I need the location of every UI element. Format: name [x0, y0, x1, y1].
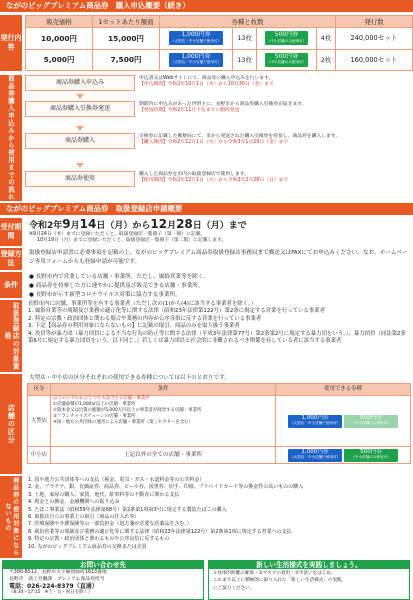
period-part: 日（月）から [96, 221, 151, 231]
page-header: ながのビッグプレミアム商品券 購入申込概要（続き） [0, 0, 413, 12]
voucher-1000-badge [288, 415, 342, 428]
excluded-item: 10. ながのビッグプレミアム商品券の交換または売買 [28, 543, 147, 550]
voucher-label: 1,000円券 [301, 414, 329, 421]
condition-item: ● 長野市が示す新型コロナウイルス対策に協力する事業所。 [29, 292, 181, 298]
sets-cell: 160,000セット [336, 49, 413, 70]
col-kubun: 区分 [28, 384, 51, 396]
eligibility-item: 3. 下記【商品券の利用対象にならないもの】に記載の取引、商品のみを取り扱う事業者 [28, 323, 240, 330]
voucher-label: 500円券 [274, 52, 299, 60]
count-cell: 13枚 [233, 28, 257, 49]
flow-section [0, 75, 413, 201]
flow-step [25, 171, 413, 197]
issue-table [25, 15, 413, 71]
conditions-list [25, 272, 405, 298]
voucher-label: 500円券 [360, 448, 382, 455]
flow-step [25, 101, 413, 133]
down-arrow-icon [76, 126, 84, 131]
col-price: 販売価格 [26, 16, 93, 28]
small-store-name: 中小店 [28, 447, 51, 464]
period-note: ※9月24日（木）までに登録いただくと、取扱登録店一覧冊子（第一版）に記載。 [29, 232, 206, 237]
excluded-item: 9. 特定の宗教・政治団体と関わるものや公序良俗に反するもの [28, 536, 170, 543]
excluded-item: 8. 風俗営業等の規制及び業務の適正化等に関する法律（昭和23年法律第122号）第2条第1項に規定する営業への支払 [28, 528, 292, 535]
issue-row-1 [26, 28, 413, 49]
category-row-small [28, 447, 411, 464]
large-item: 以下のいずれかひとつでも該当する店舗・事業所 [53, 396, 150, 401]
period-part: 月 [70, 221, 80, 231]
category-table [27, 383, 411, 464]
flow-note: 期間内に申込みがあった世帯主に、長野市から商品券購入引換券が届きます。 [139, 102, 307, 107]
eligibility-item: 1. 風俗営業等の規制及び業務の適正化等に関する法律（昭和23年法律第122号）第2条に規定する営業を行っている事業者 [28, 308, 325, 315]
price-cell: 10,000円 [26, 28, 93, 49]
large-item: ③フランチャイズチェーンの店舗・事業所 [53, 414, 136, 419]
voucher-sub: （中小店舗のみ使用可） [351, 455, 391, 459]
period-section [0, 218, 413, 246]
voucher-label: 1,000円券 [181, 52, 211, 60]
excluded-item: 3. 土地、家屋の購入、家賃、地代、駐車料等の不動産に関わる支払 [28, 491, 180, 498]
voucher-500-badge [265, 31, 309, 45]
excluded-label: 商品券の使用対象にならないもの [0, 476, 22, 558]
issue-label: 発行内容 [0, 15, 22, 71]
price-cell: 5,000円 [26, 49, 93, 70]
contact-address: 〒380-8512 長野市大字鶴賀緑町1613番地 [9, 570, 107, 575]
voucher-1000-badge [169, 31, 223, 45]
count-cell: 4枚 [316, 28, 335, 49]
condition-text: 長野市内で営業している店舗・事業所。ただし、風俗営業等を除く。 [35, 274, 209, 280]
excluded-item: 4. 現金との換金、金融機関への振り込み [28, 499, 120, 506]
voucher-500-badge [344, 415, 398, 428]
large-item: ④国・地方公共団体の運営による店舗・事業所（第三セクターを含む） [53, 420, 193, 425]
excluded-section [0, 476, 413, 558]
voucher-label: 500円券 [360, 414, 382, 421]
category-intro: 大型店・中小店の区分それぞれの使用できる券種については以下のとおりです。 [29, 375, 230, 381]
lifestyle-header: 新しい生活様式を実践しましょう。 [209, 561, 409, 569]
excluded-item: 7. 医療保険や介護保険等の一部負担金（処方箋が必要な医薬品を含む。） [28, 521, 192, 528]
small-store-desc: 上記以外の全ての店舗・事業所 [51, 447, 276, 464]
flow-note: 申込書又はWebサイトにて、商品券の購入申込みを行います。 [139, 76, 274, 81]
category-header-row [28, 384, 411, 396]
count-cell: 2枚 [316, 49, 335, 70]
contact-phone: 電話：026-224-8379（直通） [9, 583, 98, 590]
flow-step [25, 75, 413, 101]
registration-header: ながのビッグプレミアム商品券 取扱登録店申請概要 [0, 203, 413, 215]
contact-header: お問い合わせ先 [3, 561, 203, 569]
condition-item: ● 長野市内で営業している店舗・事業所。ただし、風俗営業等を除く。 [29, 274, 209, 280]
large-item: ①店舗面積が1,000㎡以上の店舗・事業所 [53, 402, 136, 407]
period-note: 10月19日（月）までに登録いただくと、取扱登録店一覧冊子（第二版）に記載します。 [37, 238, 227, 244]
condition-text: 商品券を持参した方に速やかに提供及び販売できる店舗・事業所。 [35, 283, 204, 289]
flow-period: 【発送時期】令和2年11月下旬までに順次発送 [139, 108, 240, 114]
issue-header-row [26, 16, 413, 28]
voucher-sub: （中小店舗のみ使用可） [266, 38, 307, 43]
condition-item: ● 商品券を持参した方に速やかに提供及び販売できる店舗・事業所。 [29, 283, 204, 289]
voucher-label: 500円券 [274, 31, 299, 39]
eligibility-intro: 長野市内に店舗、事業所等を有する事業者（ただし次の(1)から(4)に該当する事業者を除く。） [28, 301, 257, 307]
lifestyle-line: ①身体的距離の確保・②マスクの着用・③手洗いをはじめ、 [213, 571, 336, 576]
eligibility-item: 4. 役員等が暴力団（暴力団員による不当な行為の防止等に関する法律（平成3年法律第77号）第2条第2号に規定する暴力団をいう。）、暴力団員（同法第2条第6号に規定する暴力団員をいう。以下同じ。）若しくは暴力団員と社会的に非難されるべき関係を有している者に該当する事業者 [28, 330, 406, 345]
lifestyle-text [209, 569, 409, 593]
issue-row-2 [26, 49, 413, 70]
face-cell: 7,500円 [93, 49, 160, 70]
issue-section [0, 15, 413, 71]
flow-note: 引換券に記載した郵便局にて、市から発送された購入引換券を持参し、商品券を購入します。 [139, 134, 340, 139]
voucher-label: 1,000円券 [301, 448, 329, 455]
voucher-sub: （大型店・中小店舗で使用可） [289, 421, 341, 425]
conditions-section [0, 272, 413, 298]
voucher-sub: （大型店・中小店舗で使用可） [170, 38, 222, 43]
period-part: 日（月）まで [192, 221, 247, 231]
method-text: 取扱登録店申請書に必要事項を記載の上、ながのビッグプレミアム商品券取扱登録店事務局まで郵送又はFAXにてお申込みください。なお、ホームページ専用フォームからも登録申請が可能です。 [29, 250, 408, 265]
category-label: 店舗の区分 [0, 374, 22, 474]
down-arrow-icon [76, 163, 84, 168]
contact-box [2, 560, 204, 600]
category-row-large [28, 396, 411, 447]
face-cell: 15,000円 [93, 28, 160, 49]
voucher-sub: （中小店舗のみ使用可） [266, 60, 307, 65]
period-label: 受付期間 [0, 218, 22, 246]
voucher-500-badge [344, 449, 398, 462]
voucher-500-badge [265, 53, 309, 67]
lifestyle-line: にご協力ください。 [213, 585, 255, 591]
period-part: 令和2年 [29, 221, 63, 231]
period-part: 28 [176, 217, 193, 231]
flow-period: 【申込期間】令和2年10月1日（木）から10月30日（金）まで [139, 82, 274, 88]
period-part: 12 [150, 217, 168, 231]
sets-cell: 240,000セット [336, 28, 413, 49]
flow-label: 商品券購入申込みから使用までの流れ [0, 75, 22, 201]
period-part: 9 [62, 217, 71, 231]
excluded-item: 2. 金、プラチナ、銀、有価証券、商品券、ビール券、図書券、切手、印紙、プリペイドカード等の換金性の高いものの購入 [28, 484, 304, 491]
lifestyle-line: これまで以上に積極的に取り入れた「新しい生活様式」の実践 [213, 578, 342, 584]
excluded-item: 5. たばこ事業法（昭和59年法律第68号）第2条第1項第3号に規定する製造たばこの購入 [28, 506, 227, 513]
eligibility-list [25, 300, 413, 372]
col-kinds: 券種と枚数 [160, 16, 336, 28]
contact-hours: （8:30～17:15 ※土・日・祝日を除く） [9, 590, 93, 595]
voucher-sub: （中小店舗のみ使用可） [351, 421, 391, 425]
voucher-label: 1,000円券 [181, 31, 211, 39]
flow-step-box: 商品券購入申込み [25, 75, 135, 91]
flow-step [25, 133, 413, 171]
voucher-1000-badge [288, 449, 342, 462]
category-section [0, 374, 413, 474]
col-kinds: 使用できる券種 [276, 384, 411, 396]
excluded-item: 1. 国や地方公共団体等への支払（税金、電気・ガス・水道料金等の公共料金） [28, 477, 205, 483]
period-main [25, 218, 413, 232]
excluded-list [25, 476, 413, 558]
flow-period: 【使用期間】令和2年12月1日（火）から令和3年2月28日（日）まで [139, 178, 289, 184]
condition-text: 長野市が示す新型コロナウイルス対策に協力する事業所。 [35, 292, 181, 298]
method-section [0, 248, 413, 270]
period-part: 月 [167, 221, 177, 231]
col-condition: 条件 [51, 384, 276, 396]
flow-step-box: 商品券購入引換券発送 [25, 101, 135, 117]
flow-period: 【購入期間】令和2年12月1日（火）から令和3年1月29日（金）まで [139, 140, 289, 146]
eligibility-label: 取扱登録店の対象資格 [0, 300, 22, 372]
flow-step-box: 商品券使用 [25, 171, 135, 187]
large-store-name: 大型店 [28, 396, 51, 447]
flow-step-box: 商品券購入 [25, 133, 135, 149]
period-part: 14 [79, 217, 97, 231]
down-arrow-icon [76, 94, 84, 99]
voucher-1000-badge [169, 53, 223, 67]
eligibility-section [0, 300, 413, 372]
col-sets: 発行数 [336, 16, 413, 28]
voucher-sub: （大型店・中小店舗で使用可） [170, 60, 222, 65]
flow-steps [25, 75, 413, 201]
conditions-label: 条件 [0, 272, 22, 298]
lifestyle-box [208, 560, 410, 600]
voucher-sub: （大型店・中小店舗で使用可） [289, 455, 341, 459]
flow-note: 購入した商品券を市内の取扱登録店で使用します。 [139, 172, 249, 177]
count-cell: 13枚 [233, 49, 257, 70]
contact-department: 長野市 商工労働課 プレミアム商品券担当 [9, 577, 105, 582]
large-item: ②資本金又は出資の総額が5,000万円以上の事業者が経営する店舗・事業所 [53, 408, 202, 413]
bottom-boxes [0, 560, 413, 600]
col-face: 1セットあたり額面 [93, 16, 160, 28]
eligibility-item: 2. 特定の宗教・政治団体と関わる場合や業務の内容が公序良俗に反する営業を行っている事業者 [28, 315, 262, 322]
method-label: 登録方法 [0, 248, 22, 270]
excluded-item: 6. 取扱店自らの事業上の取引（商品の仕入れ等） [28, 514, 140, 521]
